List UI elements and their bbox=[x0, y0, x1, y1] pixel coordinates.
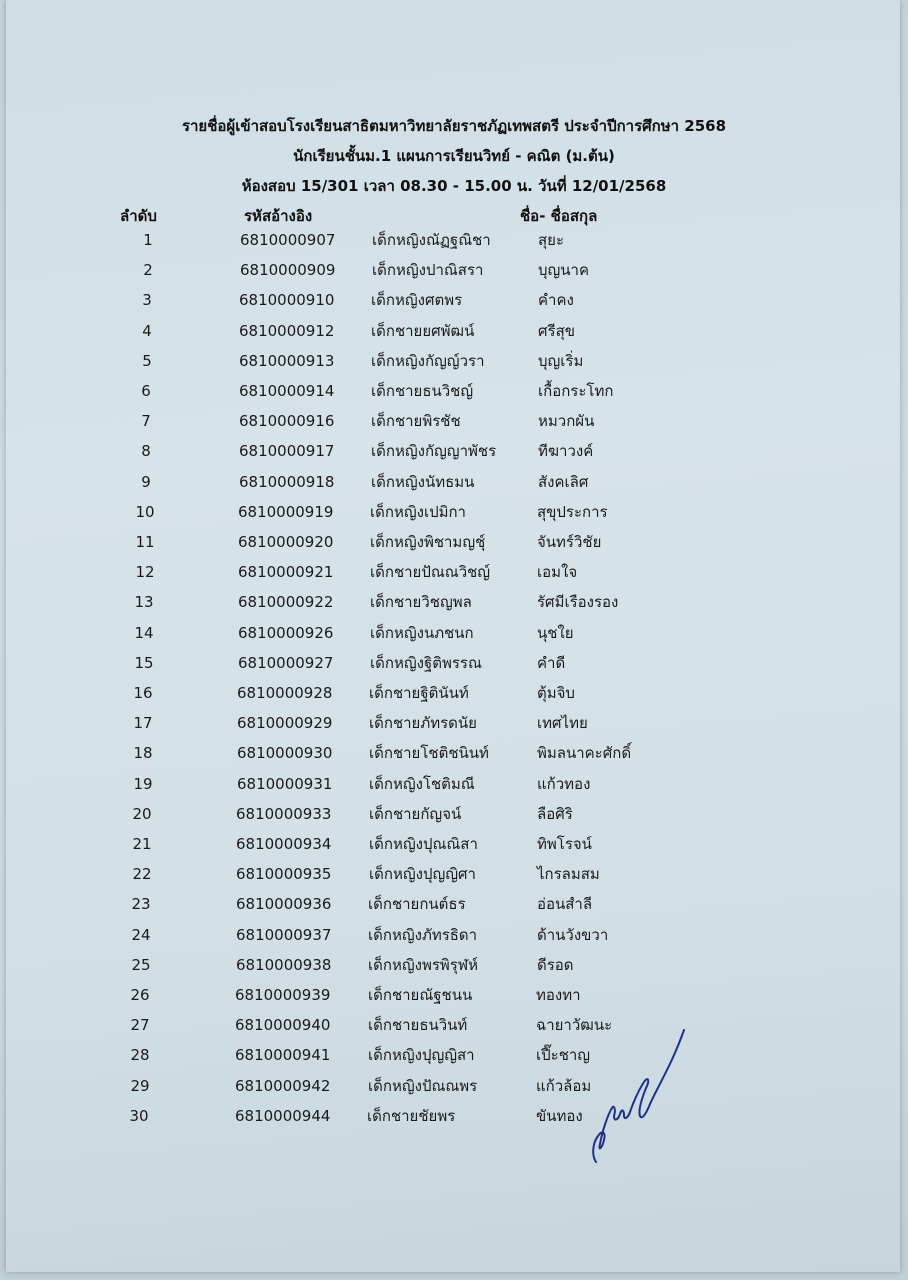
column-header-name: ชื่อ- ชื่อสกุล bbox=[520, 207, 598, 225]
row-first-name: เด็กชายพิรชัช bbox=[371, 412, 461, 431]
row-first-name: เด็กหญิงพรพิรุฬห์ bbox=[368, 955, 478, 974]
signature bbox=[588, 1024, 692, 1166]
row-first-name: เด็กหญิงปาณิสรา bbox=[372, 261, 484, 280]
row-first-name: เด็กชายธนวินท์ bbox=[368, 1016, 468, 1035]
row-ref-id: 6810000939 bbox=[235, 986, 331, 1004]
row-last-name: ทิพโรจน์ bbox=[537, 835, 592, 853]
row-ref-id: 6810000917 bbox=[239, 442, 335, 461]
row-ref-id: 6810000944 bbox=[235, 1106, 331, 1125]
row-last-name: หมวกผัน bbox=[538, 412, 595, 431]
row-first-name: เด็กหญิงกัญญ์วรา bbox=[371, 351, 485, 370]
row-last-name: คำดี bbox=[537, 653, 566, 672]
row-first-name: เด็กชายชัยพร bbox=[367, 1106, 456, 1125]
row-number: 11 bbox=[135, 533, 155, 551]
column-header-number: ลำดับ bbox=[120, 207, 157, 225]
row-first-name: เด็กหญิงกัญญาพัชร bbox=[371, 442, 497, 461]
row-last-name: นุชใย bbox=[537, 623, 574, 642]
row-last-name: จันทร์วิชัย bbox=[537, 533, 602, 551]
row-last-name: ด้านวังขวา bbox=[537, 925, 609, 944]
row-last-name: บุญนาค bbox=[538, 261, 590, 280]
exam-room-info: ห้องสอบ 15/301 เวลา 08.30 - 15.00 น. วันที่ 12/01/2568 bbox=[241, 177, 667, 195]
row-ref-id: 6810000918 bbox=[239, 472, 335, 491]
row-ref-id: 6810000926 bbox=[238, 623, 334, 642]
row-last-name: ทองทา bbox=[536, 986, 581, 1004]
row-first-name: เด็กหญิงพิชามญชุ์ bbox=[370, 533, 486, 551]
table-row bbox=[0, 562, 908, 592]
row-ref-id: 6810000916 bbox=[239, 412, 335, 431]
table-row bbox=[0, 985, 908, 1015]
row-first-name: เด็กหญิงปุญญิศา bbox=[369, 865, 476, 884]
row-last-name: ลือศิริ bbox=[537, 804, 573, 823]
row-ref-id: 6810000930 bbox=[237, 744, 333, 763]
table-row bbox=[0, 411, 908, 441]
row-last-name: พิมลนาคะศักดิ์ bbox=[537, 744, 632, 763]
row-ref-id: 6810000927 bbox=[238, 653, 334, 672]
row-ref-id: 6810000934 bbox=[236, 835, 332, 853]
table-row bbox=[0, 290, 908, 320]
row-last-name: สุยะ bbox=[538, 231, 565, 249]
row-ref-id: 6810000941 bbox=[235, 1046, 331, 1065]
row-first-name: เด็กหญิงฐิติพรรณ bbox=[370, 653, 482, 672]
table-row bbox=[0, 955, 908, 985]
row-last-name: อ่อนสำลี bbox=[537, 895, 593, 914]
table-row bbox=[0, 472, 908, 502]
row-last-name: ตุ้มจิบ bbox=[537, 684, 575, 702]
row-last-name: เกื้อกระโทก bbox=[538, 382, 614, 400]
row-last-name: ศรีสุข bbox=[538, 321, 575, 340]
row-number: 8 bbox=[141, 442, 151, 461]
row-first-name: เด็กหญิงภัทรธิดา bbox=[368, 925, 478, 944]
row-number: 27 bbox=[130, 1016, 150, 1035]
row-ref-id: 6810000913 bbox=[239, 351, 335, 370]
row-last-name: เทศไทย bbox=[537, 714, 588, 733]
row-first-name: เด็กชายธนวิชญ์ bbox=[371, 382, 474, 400]
row-number: 17 bbox=[133, 714, 153, 733]
row-last-name: ทีฆาวงค์ bbox=[538, 442, 594, 461]
row-first-name: เด็กหญิงปุญญิสา bbox=[368, 1046, 475, 1065]
document-subtitle: นักเรียนชั้นม.1 แผนการเรียนวิทย์ - คณิต (ม.ต้น) bbox=[293, 147, 615, 165]
row-first-name: เด็กหญิงนัทธมน bbox=[371, 472, 475, 491]
row-ref-id: 6810000920 bbox=[238, 533, 334, 551]
table-row bbox=[0, 1076, 908, 1106]
row-last-name: แก้วล้อม bbox=[536, 1076, 592, 1095]
table-row bbox=[0, 804, 908, 834]
table-row bbox=[0, 592, 908, 622]
row-last-name: เปี๊ะชาญ bbox=[536, 1046, 591, 1065]
table-row bbox=[0, 1106, 908, 1136]
row-last-name: บุญเริ่ม bbox=[538, 351, 584, 370]
table-row bbox=[0, 774, 908, 804]
row-last-name: เอมใจ bbox=[537, 563, 578, 582]
table-row bbox=[0, 230, 908, 260]
table-row bbox=[0, 683, 908, 713]
row-last-name: ขันทอง bbox=[536, 1106, 583, 1125]
row-ref-id: 6810000938 bbox=[236, 955, 332, 974]
row-number: 20 bbox=[132, 804, 152, 823]
row-number: 7 bbox=[141, 412, 151, 431]
row-ref-id: 6810000942 bbox=[235, 1076, 331, 1095]
table-row bbox=[0, 623, 908, 653]
row-first-name: เด็กหญิงณัฏฐณิชา bbox=[372, 231, 491, 249]
row-number: 23 bbox=[131, 895, 151, 914]
row-number: 2 bbox=[143, 261, 153, 280]
table-row bbox=[0, 1015, 908, 1045]
row-last-name: ดีรอด bbox=[537, 955, 574, 974]
row-first-name: เด็กหญิงโชติมณี bbox=[369, 774, 475, 793]
row-ref-id: 6810000933 bbox=[236, 804, 332, 823]
row-last-name: สังคเลิศ bbox=[538, 472, 589, 491]
signature-stroke bbox=[593, 1030, 684, 1162]
row-ref-id: 6810000935 bbox=[236, 865, 332, 884]
table-row bbox=[0, 351, 908, 381]
row-first-name: เด็กชายวิชญพล bbox=[370, 593, 472, 612]
row-ref-id: 6810000919 bbox=[238, 502, 334, 521]
row-number: 10 bbox=[135, 502, 155, 521]
row-first-name: เด็กหญิงศตพร bbox=[371, 291, 463, 310]
row-number: 22 bbox=[132, 865, 152, 884]
row-ref-id: 6810000909 bbox=[240, 261, 336, 280]
row-first-name: เด็กชายฐิตินันท์ bbox=[369, 684, 469, 702]
row-ref-id: 6810000928 bbox=[237, 684, 333, 702]
row-number: 16 bbox=[133, 684, 153, 702]
row-last-name: สุขุประการ bbox=[537, 502, 608, 521]
table-row bbox=[0, 1045, 908, 1075]
row-first-name: เด็กชายโชติชนินท์ bbox=[369, 744, 489, 763]
row-ref-id: 6810000910 bbox=[239, 291, 335, 310]
row-number: 21 bbox=[132, 835, 152, 853]
row-number: 5 bbox=[142, 351, 152, 370]
row-number: 12 bbox=[135, 563, 155, 582]
row-number: 3 bbox=[142, 291, 152, 310]
row-number: 15 bbox=[134, 653, 154, 672]
row-first-name: เด็กชายปัณณวิชญ์ bbox=[370, 563, 491, 582]
row-first-name: เด็กชายกนต์ธร bbox=[368, 895, 466, 914]
row-ref-id: 6810000936 bbox=[236, 895, 332, 914]
row-ref-id: 6810000921 bbox=[238, 563, 334, 582]
row-first-name: เด็กหญิงเปมิกา bbox=[370, 502, 466, 521]
table-row bbox=[0, 441, 908, 471]
row-ref-id: 6810000929 bbox=[237, 714, 333, 733]
table-row bbox=[0, 653, 908, 683]
row-last-name: คำคง bbox=[538, 291, 574, 310]
table-row bbox=[0, 713, 908, 743]
row-last-name: ฉายาวัฒนะ bbox=[536, 1016, 613, 1035]
table-row bbox=[0, 381, 908, 411]
column-header-ref-id: รหัสอ้างอิง bbox=[244, 207, 313, 225]
table-row bbox=[0, 260, 908, 290]
row-ref-id: 6810000937 bbox=[236, 925, 332, 944]
row-number: 13 bbox=[134, 593, 154, 612]
row-first-name: เด็กชายภัทรดนัย bbox=[369, 714, 477, 733]
row-number: 4 bbox=[142, 321, 152, 340]
row-first-name: เด็กชายยศพัฒน์ bbox=[371, 321, 475, 340]
row-ref-id: 6810000912 bbox=[239, 321, 335, 340]
row-ref-id: 6810000931 bbox=[237, 774, 333, 793]
table-row bbox=[0, 925, 908, 955]
row-number: 24 bbox=[131, 925, 151, 944]
table-row bbox=[0, 834, 908, 864]
row-last-name: รัศมีเรืองรอง bbox=[537, 593, 619, 612]
row-first-name: เด็กหญิงนภชนก bbox=[370, 623, 474, 642]
document-title: รายชื่อผู้เข้าสอบโรงเรียนสาธิตมหาวิทยาลัยราชภัฏเทพสตรี ประจำปีการศึกษา 2568 bbox=[181, 117, 727, 135]
row-first-name: เด็กหญิงปัณณพร bbox=[368, 1076, 478, 1095]
row-first-name: เด็กหญิงปุณณิสา bbox=[369, 835, 478, 853]
row-number: 18 bbox=[133, 744, 153, 763]
row-last-name: ไกรลมสม bbox=[537, 865, 600, 884]
row-number: 14 bbox=[134, 623, 154, 642]
row-number: 19 bbox=[133, 774, 153, 793]
table-row bbox=[0, 864, 908, 894]
row-ref-id: 6810000940 bbox=[235, 1016, 331, 1035]
table-row bbox=[0, 502, 908, 532]
row-number: 6 bbox=[141, 382, 151, 400]
row-number: 29 bbox=[130, 1076, 150, 1095]
table-row bbox=[0, 894, 908, 924]
row-number: 9 bbox=[141, 472, 151, 491]
table-row bbox=[0, 743, 908, 773]
row-number: 30 bbox=[129, 1106, 149, 1125]
table-row bbox=[0, 321, 908, 351]
row-ref-id: 6810000907 bbox=[240, 231, 336, 249]
row-first-name: เด็กชายกัญจน์ bbox=[369, 804, 462, 823]
row-number: 26 bbox=[130, 986, 150, 1004]
row-ref-id: 6810000914 bbox=[239, 382, 335, 400]
row-number: 1 bbox=[143, 231, 153, 249]
row-number: 25 bbox=[131, 955, 151, 974]
row-last-name: แก้วทอง bbox=[537, 774, 591, 793]
row-ref-id: 6810000922 bbox=[238, 593, 334, 612]
row-number: 28 bbox=[130, 1046, 150, 1065]
row-first-name: เด็กชายณัฐชนน bbox=[368, 986, 473, 1004]
table-row bbox=[0, 532, 908, 562]
